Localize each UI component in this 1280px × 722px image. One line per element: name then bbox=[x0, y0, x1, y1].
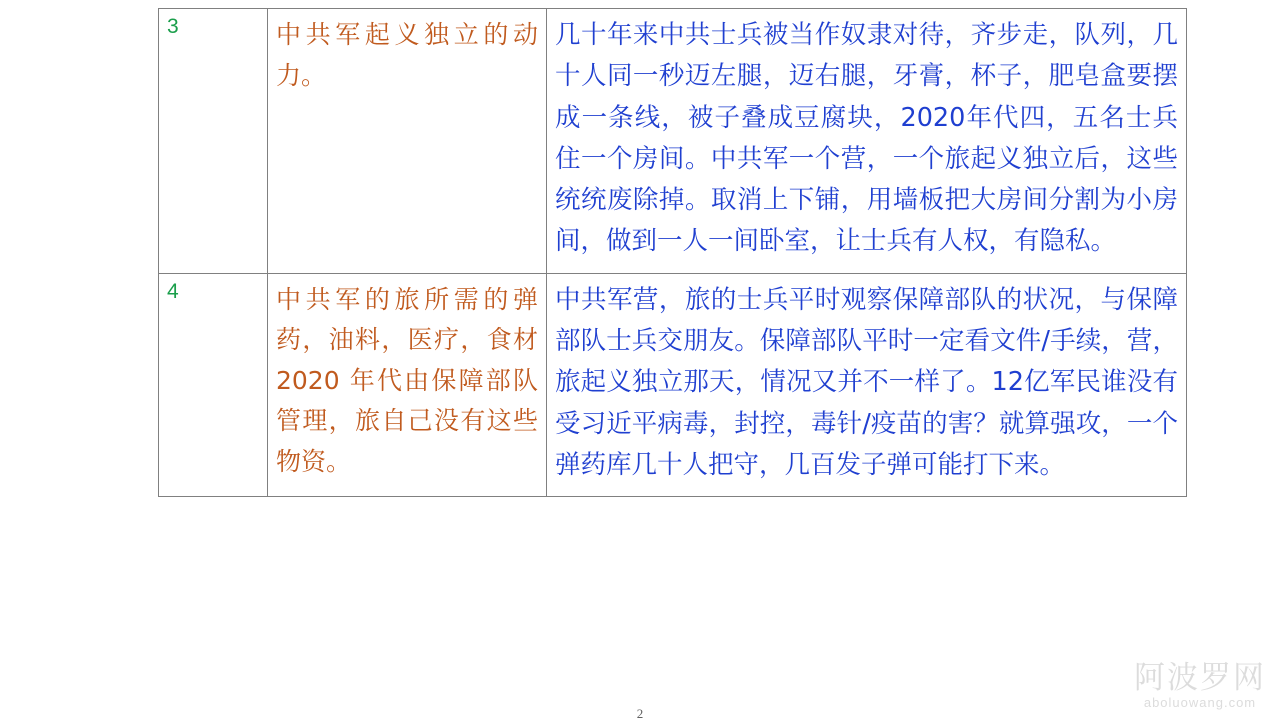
table-row bbox=[159, 9, 1187, 274]
watermark bbox=[1134, 662, 1266, 710]
row-topic-cell: 中共军起义独立的动力。 bbox=[268, 9, 547, 274]
watermark-main-text: 阿波罗网 bbox=[1134, 660, 1266, 697]
row-topic-cell: 中共军的旅所需的弹药，油料，医疗，食材2020 年代由保障部队管理，旅自己没有这些物资。 bbox=[268, 273, 547, 496]
row-detail-cell: 中共军营，旅的士兵平时观察保障部队的状况，与保障部队士兵交朋友。保障部队平时一定看文件/手续，营，旅起义独立那天，情况又并不一样了。12亿军民谁没有受习近平病毒，封控，毒针/疫苗的害？就算强攻，一个弹药库几十人把守，几百发子弹可能打下来。 bbox=[547, 273, 1187, 496]
content-table bbox=[158, 8, 1187, 497]
row-number-cell: 3 bbox=[159, 9, 268, 274]
watermark-sub-text: aboluowang.com bbox=[1143, 695, 1257, 710]
table-row bbox=[159, 273, 1187, 496]
page-number: 2 bbox=[636, 706, 644, 721]
row-number-cell: 4 bbox=[159, 273, 268, 496]
row-detail-cell: 几十年来中共士兵被当作奴隶对待，齐步走，队列，几十人同一秒迈左腿，迈右腿，牙膏，杯子，肥皂盒要摆成一条线，被子叠成豆腐块，2020年代四，五名士兵住一个房间。中共军一个营，一个旅起义独立后，这些统统废除掉。取消上下铺，用墙板把大房间分割为小房间，做到一人一间卧室，让士兵有人权，有隐私。 bbox=[547, 9, 1187, 274]
